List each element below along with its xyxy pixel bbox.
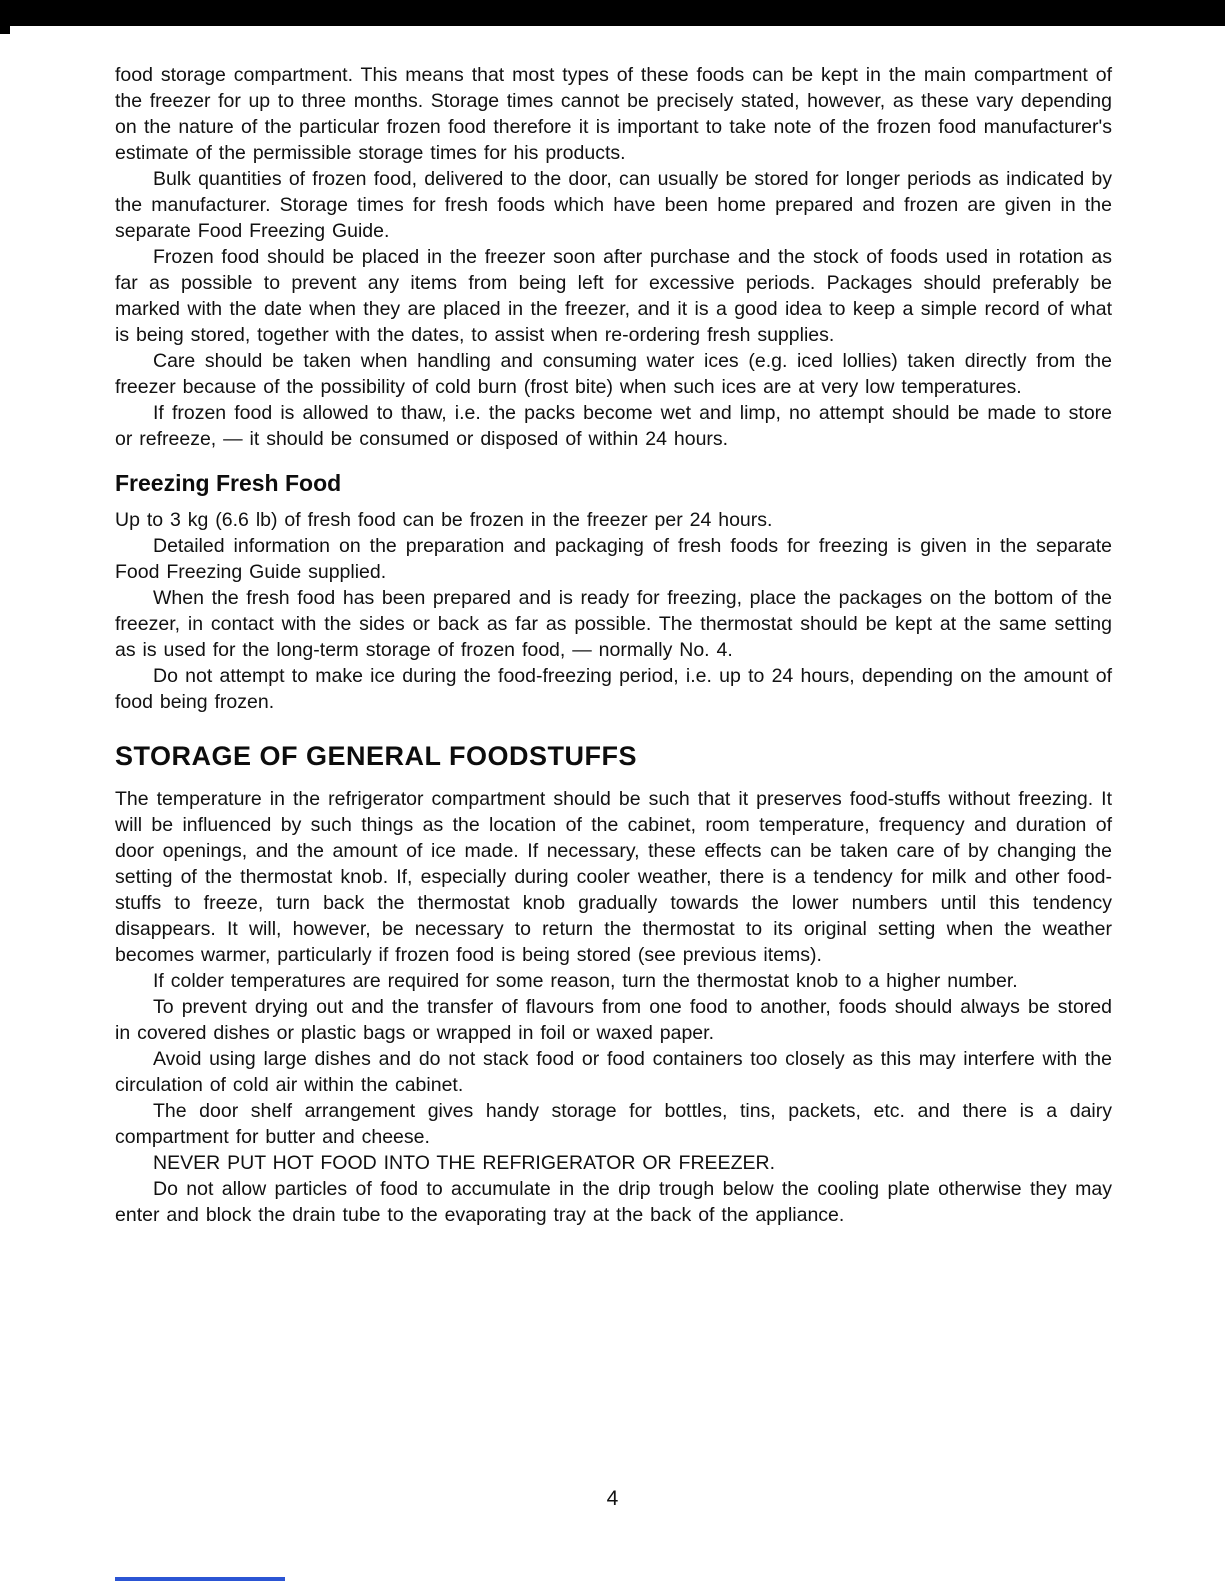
- paragraph: The door shelf arrangement gives handy storage for bottles, tins, packets, etc. and there is a dairy compartment for butter and cheese.: [115, 1100, 1112, 1148]
- paragraph: The temperature in the refrigerator compartment should be such that it preserves food-stuffs without freezing. It will be influenced by such things as the location of the cabinet, room temperature, frequency and duration of door openings, and the amount of ice made. If necessary, these effects can be taken care of by changing the setting of the thermostat knob. If, especially during cooler weather, there is a tendency for milk and other food-stuffs to freeze, turn back the thermostat knob gradually towards the lower numbers until this tendency disappears. It will, however, be necessary to return the thermostat to its original setting when the weather becomes warmer, particularly if frozen food is being stored (see previous items).: [115, 788, 1112, 966]
- paragraph: Do not attempt to make ice during the food-freezing period, i.e. up to 24 hours, depending on the amount of food being frozen.: [115, 665, 1112, 713]
- paragraph: If frozen food is allowed to thaw, i.e. the packs become wet and limp, no attempt should be made to store or refreeze, — it should be consumed or disposed of within 24 hours.: [115, 402, 1112, 450]
- section-storage-of-general-foodstuffs: [115, 741, 1112, 1228]
- paragraph: food storage compartment. This means that most types of these foods can be kept in the main compartment of the freezer for up to three months. Storage times cannot be precisely stated, however, as these vary depending on the nature of the particular frozen food therefore it is important to take note of the frozen food manufacturer's estimate of the permissible storage times for his products.: [115, 64, 1112, 164]
- section-heading-storage-of-general-foodstuffs: STORAGE OF GENERAL FOODSTUFFS: [115, 741, 638, 771]
- document-page: [115, 62, 1112, 1228]
- paragraph: NEVER PUT HOT FOOD INTO THE REFRIGERATOR OR FREEZER.: [153, 1152, 775, 1174]
- paragraph: If colder temperatures are required for some reason, turn the thermostat knob to a higher number.: [153, 970, 1018, 992]
- section-heading-freezing-fresh-food: Freezing Fresh Food: [115, 470, 342, 496]
- paragraph: To prevent drying out and the transfer of flavours from one food to another, foods should always be stored in covered dishes or plastic bags or wrapped in foil or waxed paper.: [115, 996, 1112, 1044]
- paragraph: Avoid using large dishes and do not stack food or food containers too closely as this may interfere with the circulation of cold air within the cabinet.: [115, 1048, 1112, 1096]
- paragraph: Detailed information on the preparation and packaging of fresh foods for freezing is given in the separate Food Freezing Guide supplied.: [115, 535, 1112, 583]
- paragraph: Frozen food should be placed in the freezer soon after purchase and the stock of foods used in rotation as far as possible to prevent any items from being left for excessive periods. Packages should preferably be marked with the date when they are placed in the freezer, and it is a good idea to keep a simple record of what is being stored, together with the dates, to assist when re-ordering fresh supplies.: [115, 246, 1112, 346]
- paragraph: Do not allow particles of food to accumulate in the drip trough below the cooling plate otherwise they may enter and block the drain tube to the evaporating tray at the back of the appliance.: [115, 1178, 1112, 1226]
- paragraph: When the fresh food has been prepared and is ready for freezing, place the packages on the bottom of the freezer, in contact with the sides or back as far as possible. The thermostat should be kept at the same setting as is used for the long-term storage of frozen food, — normally No. 4.: [115, 587, 1112, 661]
- section-intro: [115, 62, 1112, 452]
- paragraph: Bulk quantities of frozen food, delivered to the door, can usually be stored for longer periods as indicated by the manufacturer. Storage times for fresh foods which have been home prepared and frozen are given in the separate Food Freezing Guide.: [115, 168, 1112, 242]
- paragraph: Care should be taken when handling and consuming water ices (e.g. iced lollies) taken directly from the freezer because of the possibility of cold burn (frost bite) when such ices are at very low temperatures.: [115, 350, 1112, 398]
- paragraph: Up to 3 kg (6.6 lb) of fresh food can be frozen in the freezer per 24 hours.: [115, 509, 773, 531]
- scan-artifact-left-notch: [0, 0, 10, 34]
- scan-artifact-blue-line: [115, 1577, 285, 1581]
- page-number: 4: [606, 1487, 619, 1510]
- section-freezing-fresh-food: [115, 470, 1112, 715]
- scan-artifact-top-bar: [0, 0, 1225, 26]
